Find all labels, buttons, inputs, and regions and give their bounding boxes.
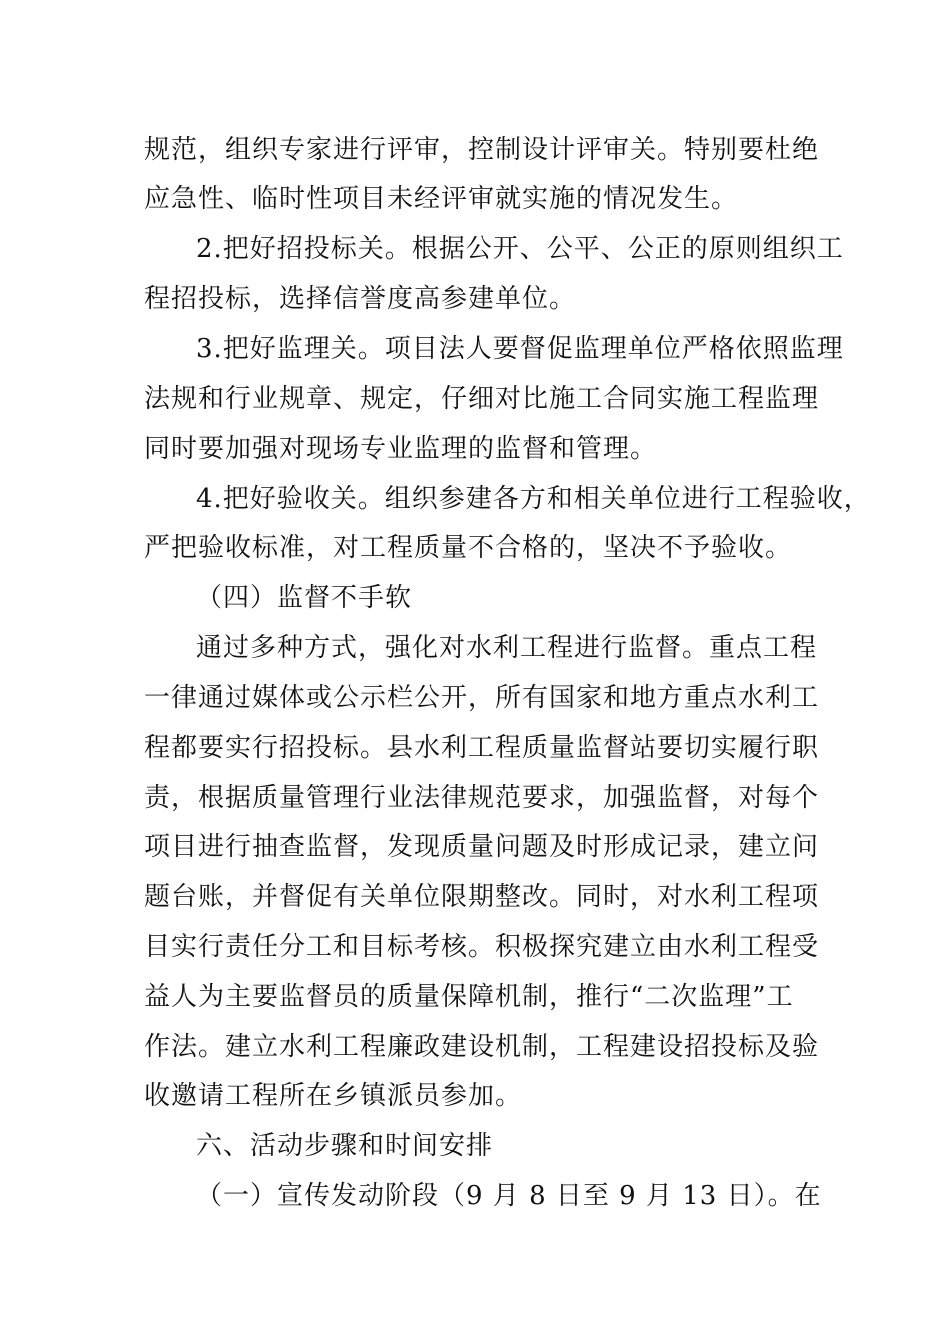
paragraph-line: 应急性、临时性项目未经评审就实施的情况发生。: [144, 184, 739, 214]
paragraph-line: 责，根据质量管理行业法律规范要求，加强监督，对每个: [144, 783, 820, 813]
section-heading: （四）监督不手软: [196, 583, 413, 613]
paragraph-line: 2.把好招投标关。根据公开、公平、公正的原则组织工: [196, 234, 844, 264]
paragraph-line: 作法。建立水利工程廉政建设机制，工程建设招投标及验: [144, 1032, 820, 1062]
paragraph-line: 项目进行抽查监督，发现质量问题及时形成记录，建立问: [144, 832, 820, 862]
paragraph-line: 法规和行业规章、规定，仔细对比施工合同实施工程监理: [144, 384, 820, 414]
section-heading: 六、活动步骤和时间安排: [196, 1131, 494, 1161]
paragraph-line: 4.把好验收关。组织参建各方和相关单位进行工程验收，: [196, 484, 871, 514]
subsection-heading: （一）宣传发动阶段（9 月 8 日至 9 月 13 日）。在: [196, 1181, 822, 1211]
paragraph-line: 规范，组织专家进行评审，控制设计评审关。特别要杜绝: [144, 135, 820, 165]
paragraph-line: 严把验收标准，对工程质量不合格的，坚决不予验收。: [144, 533, 793, 563]
paragraph-line: 通过多种方式，强化对水利工程进行监督。重点工程: [196, 633, 818, 663]
paragraph-line: 目实行责任分工和目标考核。积极探究建立由水利工程受: [144, 932, 820, 962]
paragraph-line: 收邀请工程所在乡镇派员参加。: [144, 1081, 523, 1111]
paragraph-line: 一律通过媒体或公示栏公开，所有国家和地方重点水利工: [144, 683, 820, 713]
paragraph-line: 益人为主要监督员的质量保障机制，推行“二次监理”工: [144, 982, 794, 1012]
paragraph-line: 程招投标，选择信誉度高参建单位。: [144, 284, 577, 314]
paragraph-line: 题台账，并督促有关单位限期整改。同时，对水利工程项: [144, 882, 820, 912]
paragraph-line: 3.把好监理关。项目法人要督促监理单位严格依照监理: [196, 334, 844, 364]
paragraph-line: 同时要加强对现场专业监理的监督和管理。: [144, 434, 658, 464]
paragraph-line: 程都要实行招投标。县水利工程质量监督站要切实履行职: [144, 733, 820, 763]
